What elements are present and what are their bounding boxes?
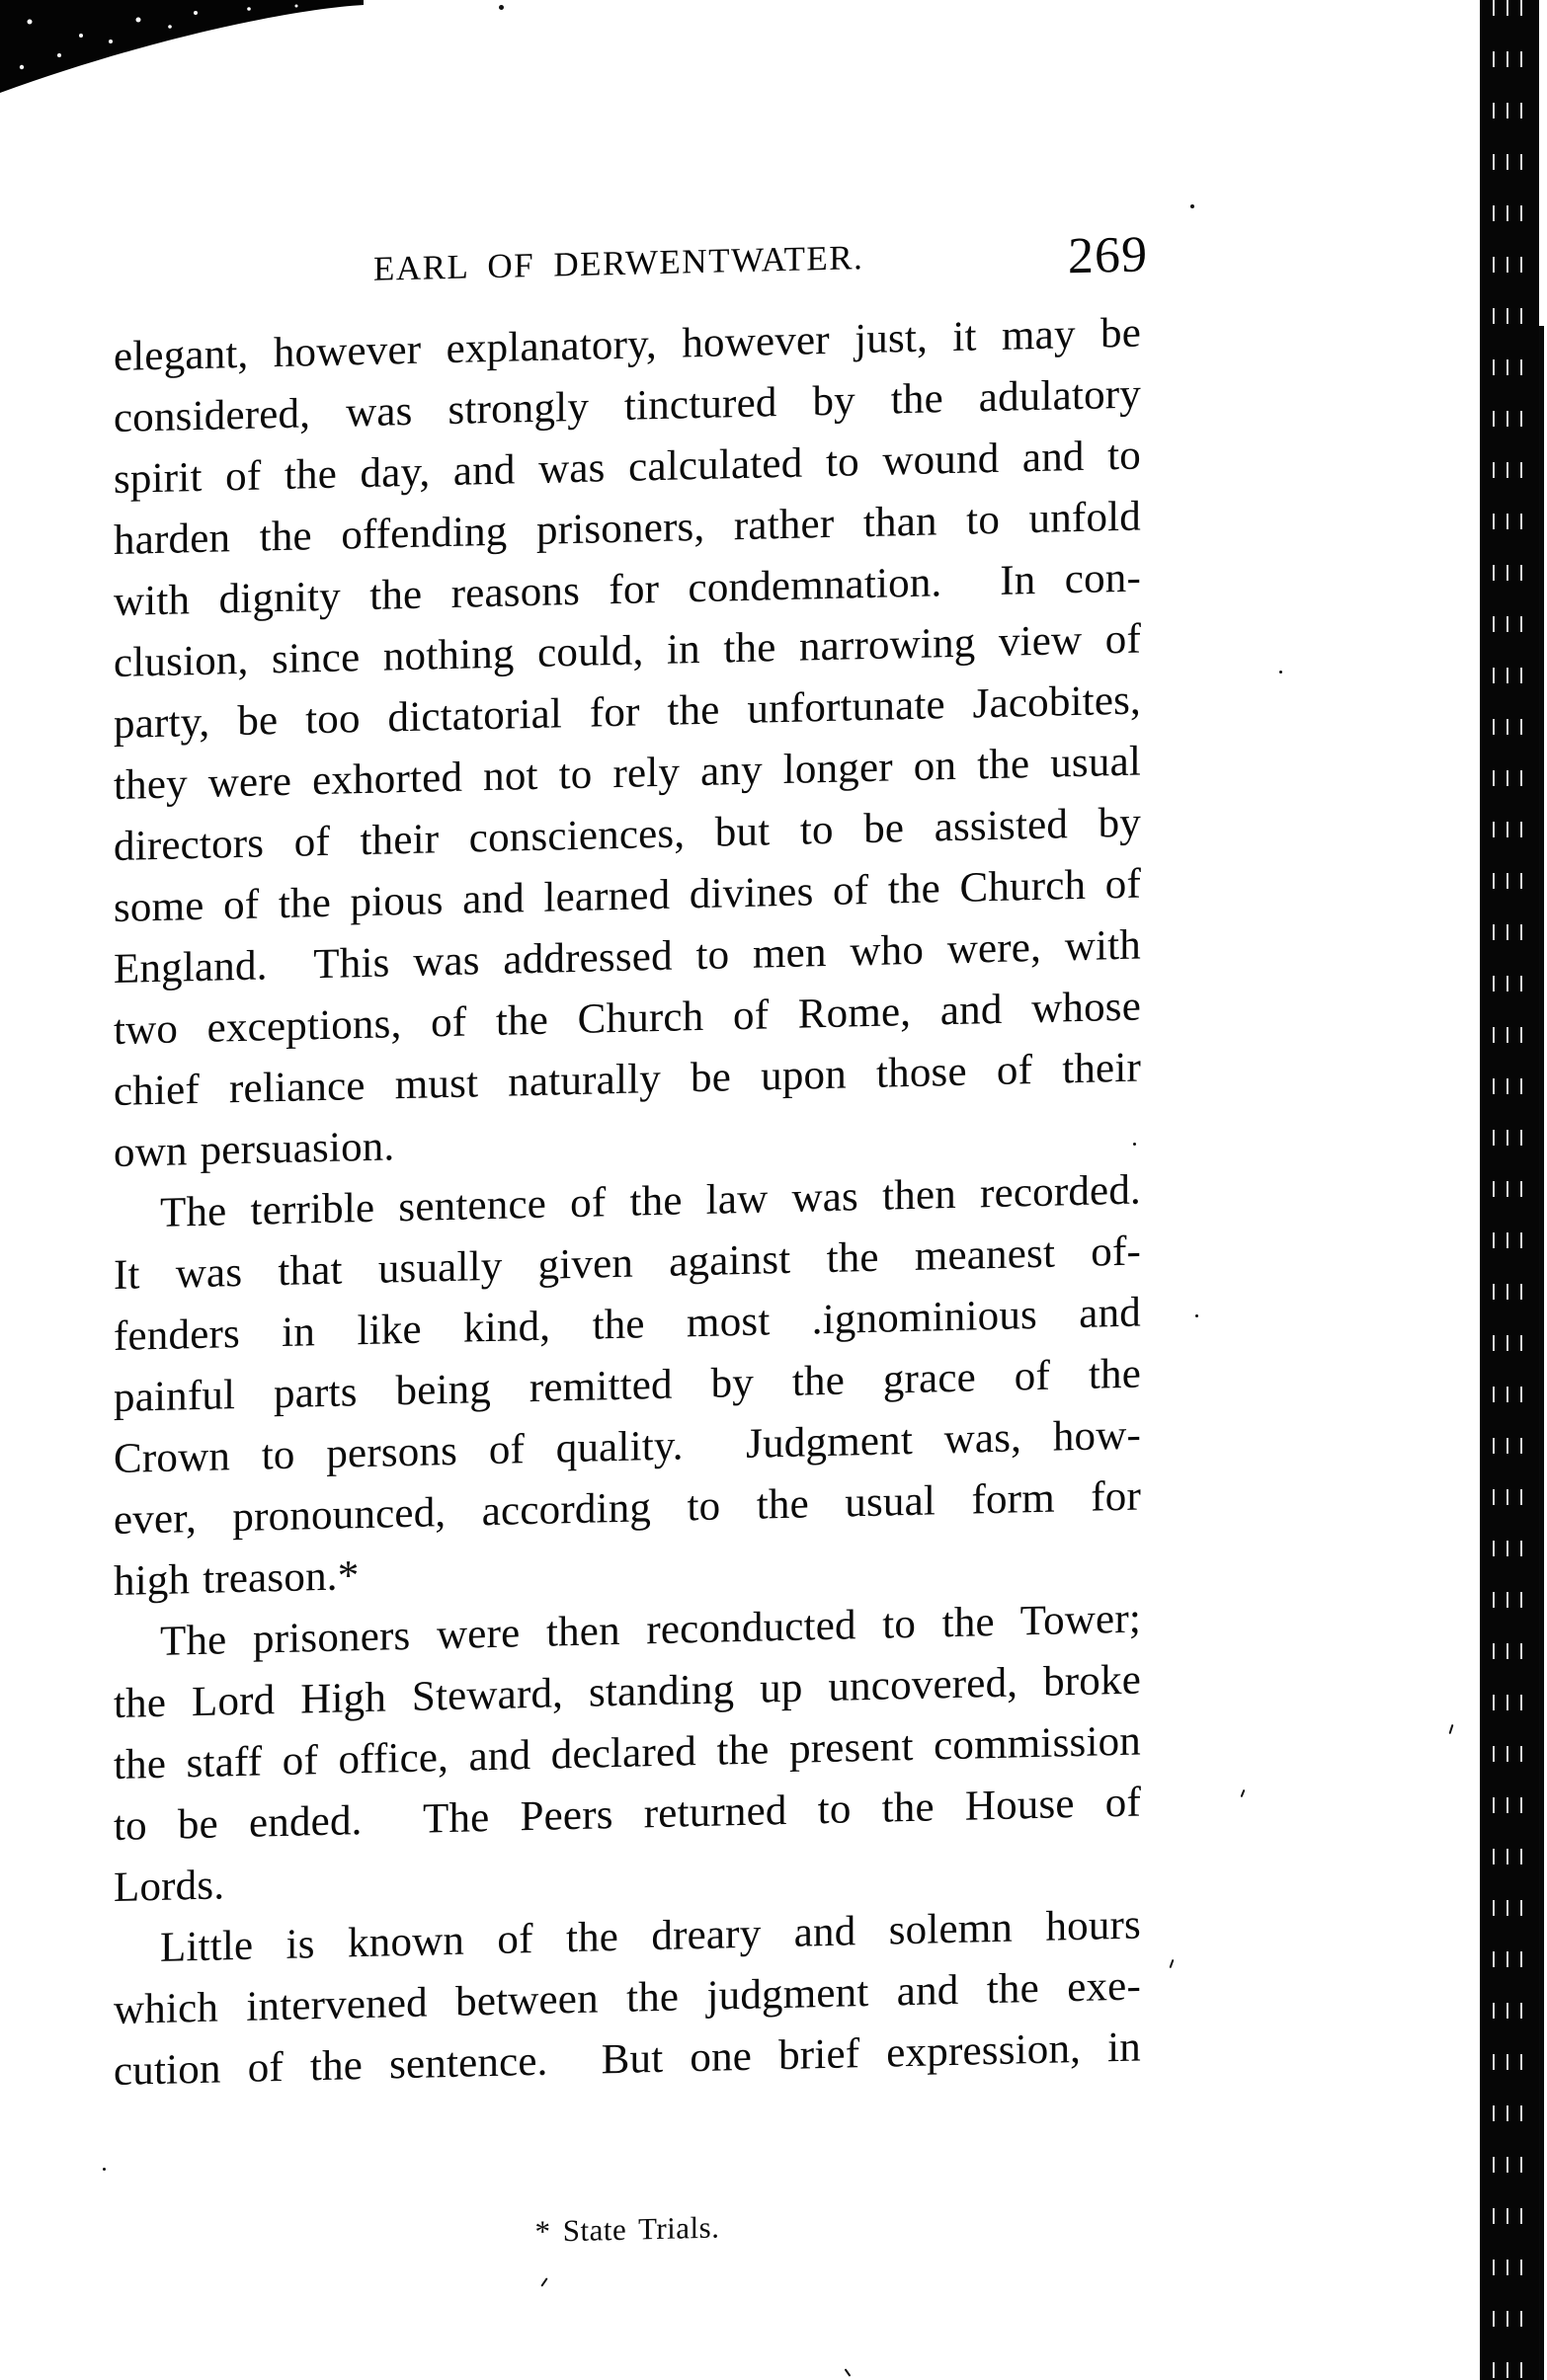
binding-white-streak (1493, 0, 1495, 2380)
text-line: cution of the sentence. But one brief expression, in (114, 2023, 1141, 2095)
page-number: 269 (1068, 226, 1148, 285)
scan-speck (1279, 671, 1282, 674)
text-line: harden the offending prisoners, rather than to unfold (114, 493, 1141, 564)
text-line: high treason.* (114, 1552, 360, 1605)
scan-speck (499, 5, 504, 10)
scan-tick (1170, 1959, 1175, 1968)
text-line: It was that usually given against the meanest of- (114, 1228, 1141, 1299)
text-line: some of the pious and learned divines of the Church of (114, 860, 1141, 931)
page-content (114, 217, 1148, 2316)
scan-tick (1449, 1724, 1454, 1734)
text-line: directors of their consciences, but to be assisted by (114, 799, 1141, 870)
text-line: considered, was strongly tinctured by the adulatory (114, 370, 1141, 441)
text-line: party, be too dictatorial for the unfortunate Jacobites, (114, 676, 1141, 748)
text-line: elegant, however explanatory, however just, it may be (114, 309, 1141, 380)
binding-white-streak (1506, 0, 1508, 2380)
text-line: own persuasion. (114, 1123, 395, 1176)
scan-binding-sliver (1539, 326, 1544, 2380)
text-line: the Lord High Steward, standing up uncovered, broke (114, 1656, 1141, 1727)
scan-binding-band (1480, 0, 1539, 2380)
text-line: The prisoners were then reconducted to the Tower; (160, 1595, 1141, 1665)
text-line: the staff of office, and declared the present commission (114, 1717, 1141, 1788)
text-line: two exceptions, of the Church of Rome, and whose (114, 983, 1141, 1054)
scan-speck (1190, 204, 1194, 208)
running-header: EARL OF DERWENTWATER. (373, 238, 864, 288)
text-line: The terrible sentence of the law was then recorded. (160, 1166, 1141, 1236)
scan-corner-shadow (0, 0, 375, 99)
body-text (114, 302, 1141, 2102)
footnote: * State Trials. (534, 2209, 720, 2249)
text-line: England. This was addressed to men who were, with (114, 921, 1141, 992)
scan-tick (845, 2368, 852, 2377)
text-line: Little is known of the dreary and solemn hours (160, 1901, 1141, 1971)
text-line: ever, pronounced, according to the usual form for (114, 1472, 1141, 1544)
text-line: clusion, since nothing could, in the narrowing view of (114, 615, 1141, 686)
text-line: to be ended. The Peers returned to the House of (114, 1779, 1141, 1850)
binding-white-streak (1520, 0, 1522, 2380)
text-line: chief reliance must naturally be upon those of their (114, 1044, 1141, 1115)
text-line: Crown to persons of quality. Judgment was, how- (114, 1411, 1141, 1482)
text-line: with dignity the reasons for condemnation. In con- (114, 554, 1141, 625)
text-line: spirit of the day, and was calculated to wound and to (114, 432, 1141, 503)
text-line: they were exhorted not to rely any longer on the usual (114, 738, 1141, 809)
text-line: painful parts being remitted by the grace of the (114, 1350, 1141, 1421)
scan-speck (1195, 1314, 1198, 1317)
scan-tick (1241, 1789, 1246, 1797)
scan-speck (103, 2168, 106, 2171)
text-line: which intervened between the judgment and the exe- (114, 1962, 1141, 2033)
text-line: Lords. (114, 1862, 225, 1911)
text-line: fenders in like kind, the most .ignominious and (114, 1289, 1141, 1360)
